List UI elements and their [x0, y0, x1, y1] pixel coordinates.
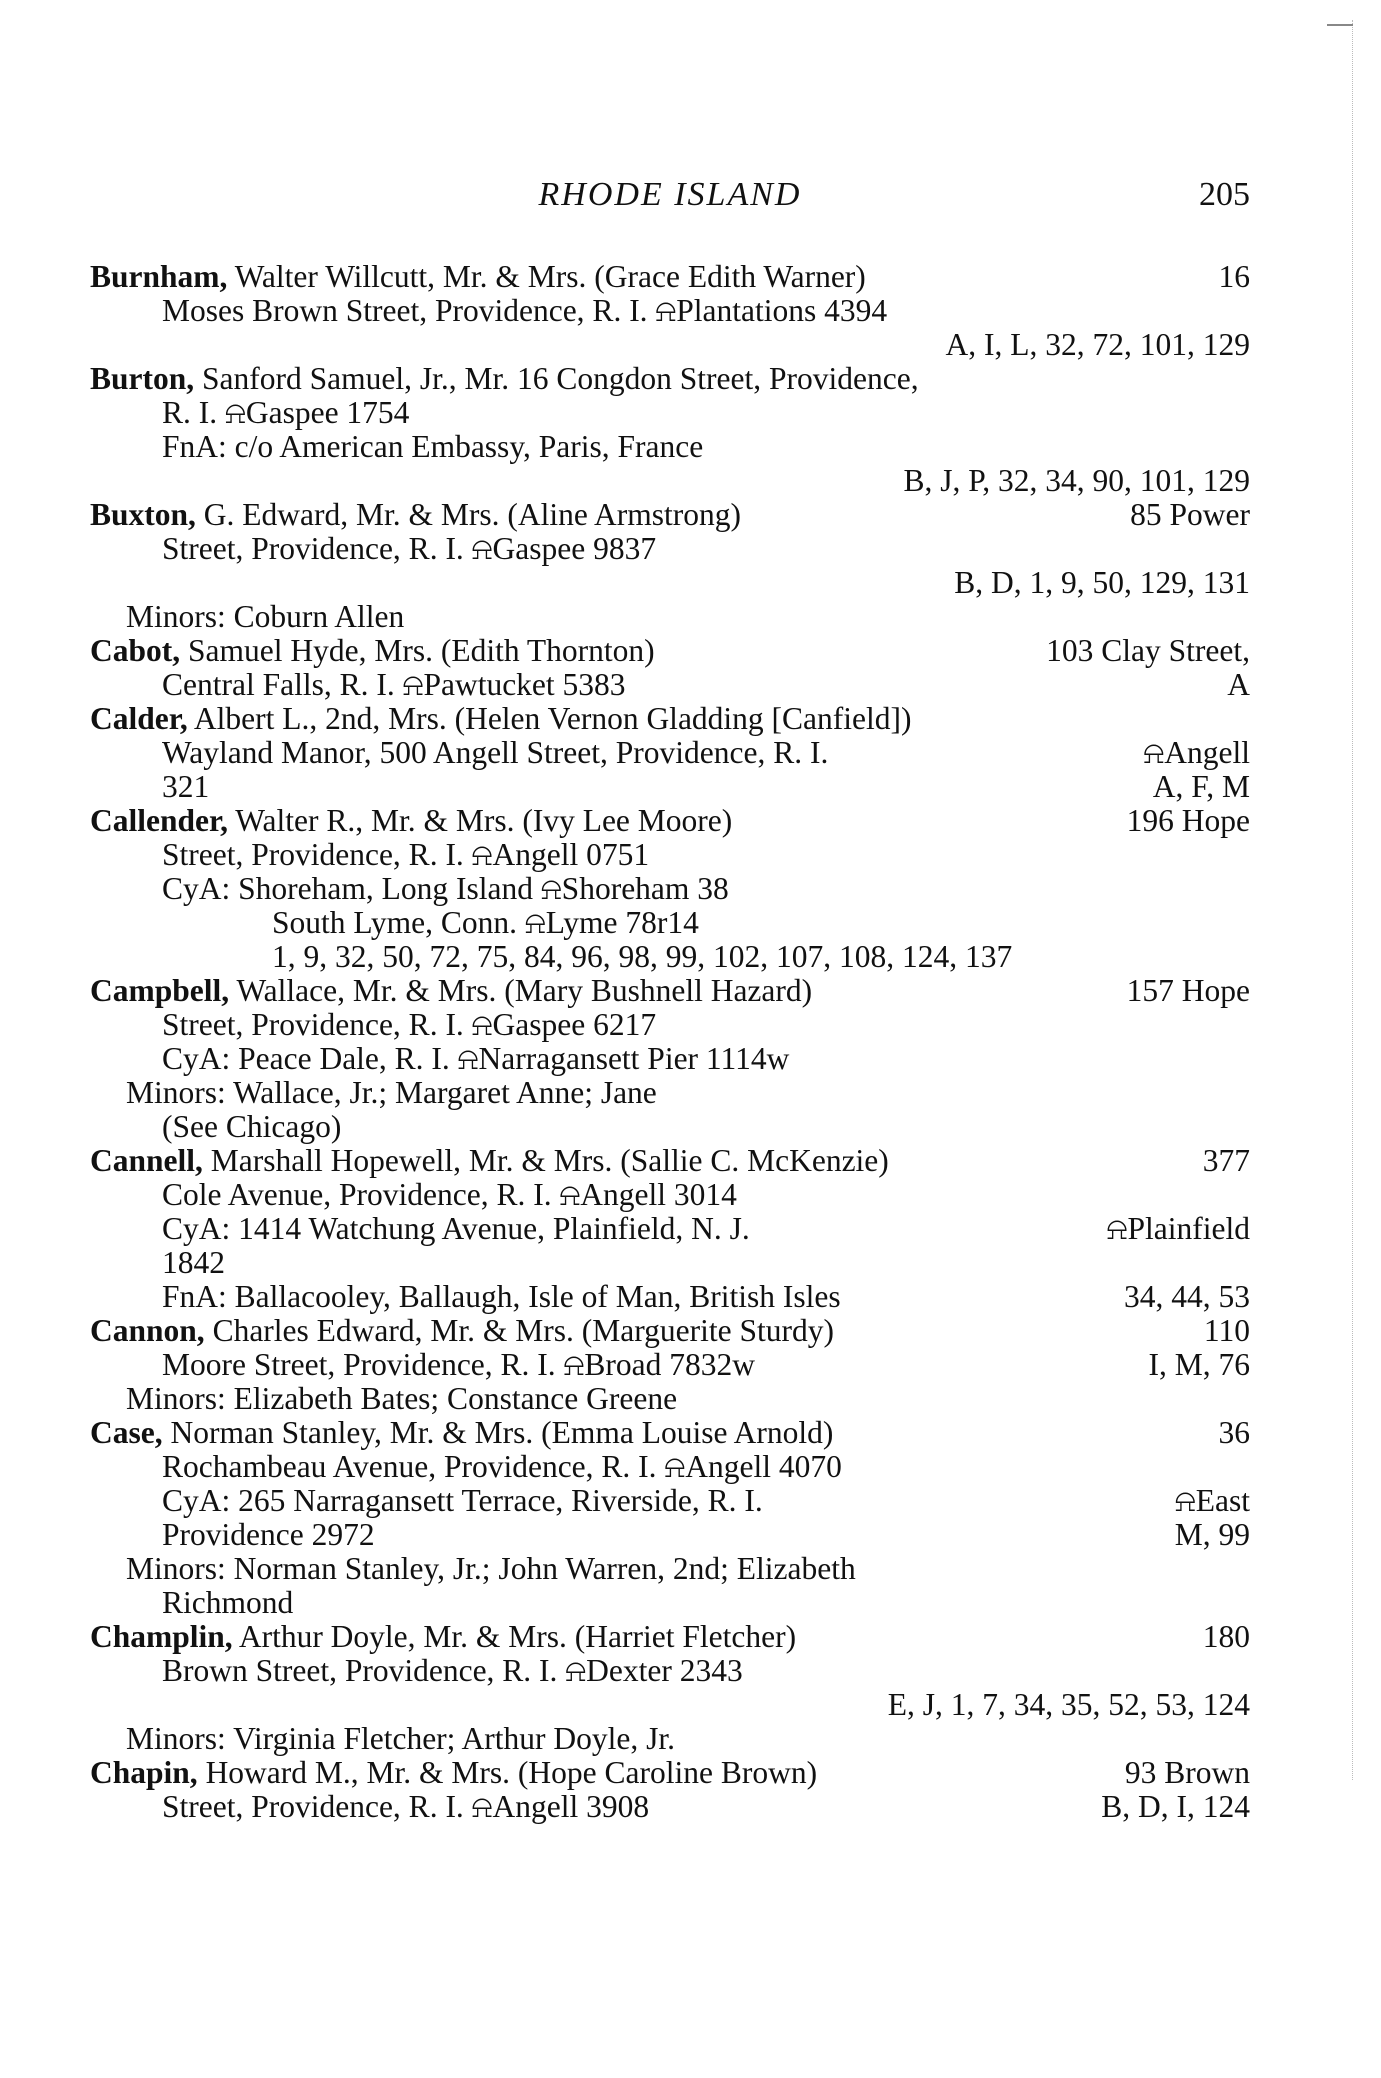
entry-heading-line — [90, 702, 1250, 736]
entry-line — [90, 1212, 1250, 1246]
entry-minors-continued: (See Chicago) — [162, 1109, 342, 1144]
entry-surname: Chapin, — [90, 1755, 198, 1790]
entry-minors-continued: Richmond — [162, 1585, 294, 1620]
entry-text: FnA: Ballacooley, Ballaugh, Isle of Man, British Isles — [162, 1279, 841, 1314]
entry-text: FnA: c/o American Embassy, Paris, France — [162, 429, 704, 464]
entry-heading-line — [90, 634, 1250, 668]
entry-minors: Minors: Wallace, Jr.; Margaret Anne; Jane — [126, 1075, 657, 1110]
entry-text: Walter R., Mr. & Mrs. (Ivy Lee Moore) — [227, 803, 733, 838]
entry-heading-line — [90, 362, 1250, 396]
entry-text: CyA: Peace Dale, R. I. ⍾Narragansett Pier 1114w — [162, 1041, 790, 1076]
directory-entry — [90, 804, 1250, 974]
entry-right-text: A — [1227, 667, 1250, 702]
entry-right-text: 93 Brown — [1124, 1755, 1250, 1790]
entry-right-text: 16 — [1218, 259, 1250, 294]
entry-heading-line — [90, 974, 1250, 1008]
directory-entry — [90, 260, 1250, 362]
page-number: 205 — [1199, 176, 1250, 213]
entry-text: 321 — [162, 769, 210, 804]
entry-text: 1842 — [162, 1245, 225, 1280]
directory-entry — [90, 498, 1250, 634]
directory-entries — [90, 260, 1250, 1824]
entry-text: Street, Providence, R. I. ⍾Angell 0751 — [162, 837, 650, 872]
entry-right-text: 377 — [1202, 1143, 1250, 1178]
entry-heading-line — [90, 498, 1250, 532]
entry-right-text: 196 Hope — [1126, 803, 1250, 838]
entry-text: Howard M., Mr. & Mrs. (Hope Caroline Brown) — [197, 1755, 818, 1790]
entry-surname: Cabot, — [90, 633, 181, 668]
entry-surname: Champlin, — [90, 1619, 233, 1654]
entry-text: G. Edward, Mr. & Mrs. (Aline Armstrong) — [195, 497, 741, 532]
entry-line — [90, 1790, 1250, 1824]
entry-heading-line — [90, 1314, 1250, 1348]
entry-right-text: M, 99 — [1174, 1517, 1250, 1552]
entry-text: Wayland Manor, 500 Angell Street, Providence, R. I. — [162, 735, 829, 770]
entry-line — [90, 736, 1250, 770]
entry-minors: Minors: Coburn Allen — [126, 599, 405, 634]
entry-text: Street, Providence, R. I. ⍾Angell 3908 — [162, 1789, 650, 1824]
entry-text: Providence 2972 — [162, 1517, 375, 1552]
entry-text: Central Falls, R. I. ⍾Pawtucket 5383 — [162, 667, 626, 702]
entry-text: Arthur Doyle, Mr. & Mrs. (Harriet Fletcher) — [232, 1619, 797, 1654]
entry-right-text: B, D, 1, 9, 50, 129, 131 — [954, 565, 1250, 600]
entry-line — [90, 294, 1250, 328]
entry-surname: Burton, — [90, 361, 195, 396]
entry-line — [90, 464, 1250, 498]
directory-entry — [90, 1144, 1250, 1314]
entry-line — [90, 1008, 1250, 1042]
entry-heading-line — [90, 260, 1250, 294]
entry-heading-line — [90, 1756, 1250, 1790]
entry-line — [90, 1688, 1250, 1722]
entry-line — [90, 1654, 1250, 1688]
entry-surname: Cannell, — [90, 1143, 203, 1178]
entry-line — [90, 566, 1250, 600]
entry-surname: Cannon, — [90, 1313, 205, 1348]
entry-minors: Minors: Virginia Fletcher; Arthur Doyle, Jr. — [126, 1721, 676, 1756]
directory-entry — [90, 362, 1250, 498]
entry-text: Charles Edward, Mr. & Mrs. (Marguerite Sturdy) — [204, 1313, 834, 1348]
entry-text: Street, Providence, R. I. ⍾Gaspee 6217 — [162, 1007, 657, 1042]
directory-entry — [90, 974, 1250, 1144]
entry-line — [90, 1484, 1250, 1518]
entry-surname: Campbell, — [90, 973, 230, 1008]
entry-text: Street, Providence, R. I. ⍾Gaspee 9837 — [162, 531, 657, 566]
entry-heading-line — [90, 1416, 1250, 1450]
directory-entry — [90, 634, 1250, 702]
entry-text: Rochambeau Avenue, Providence, R. I. ⍾Angell 4070 — [162, 1449, 842, 1484]
entry-text: R. I. ⍾Gaspee 1754 — [162, 395, 410, 430]
entry-surname: Case, — [90, 1415, 163, 1450]
entry-right-text: E, J, 1, 7, 34, 35, 52, 53, 124 — [887, 1687, 1250, 1722]
entry-text: Norman Stanley, Mr. & Mrs. (Emma Louise Arnold) — [162, 1415, 834, 1450]
entry-right-text: 157 Hope — [1126, 973, 1250, 1008]
entry-line — [90, 328, 1250, 362]
entry-line — [90, 1518, 1250, 1552]
page-edge-tick — [1327, 24, 1353, 26]
entry-heading-line — [90, 1620, 1250, 1654]
entry-heading-line — [90, 804, 1250, 838]
entry-surname: Callender, — [90, 803, 228, 838]
entry-text: Moore Street, Providence, R. I. ⍾Broad 7832w — [162, 1347, 755, 1382]
entry-text: South Lyme, Conn. ⍾Lyme 78r14 — [272, 905, 699, 940]
entry-right-text: 36 — [1218, 1415, 1250, 1450]
entry-line — [90, 770, 1250, 804]
entry-right-text: ⍾Angell — [1143, 735, 1250, 770]
page-edge-marks — [1334, 20, 1353, 1780]
entry-surname: Calder, — [90, 701, 188, 736]
entry-text: Marshall Hopewell, Mr. & Mrs. (Sallie C. McKenzie) — [202, 1143, 889, 1178]
entry-minors: Minors: Elizabeth Bates; Constance Greene — [126, 1381, 678, 1416]
entry-text: 1, 9, 32, 50, 72, 75, 84, 96, 98, 99, 102, 107, 108, 124, 137 — [272, 939, 1013, 974]
entry-text: Brown Street, Providence, R. I. ⍾Dexter 2343 — [162, 1653, 743, 1688]
entry-line — [90, 532, 1250, 566]
directory-entry — [90, 702, 1250, 804]
entry-line — [90, 872, 1250, 906]
directory-entry — [90, 1756, 1250, 1824]
entry-text: Samuel Hyde, Mrs. (Edith Thornton) — [180, 633, 655, 668]
entry-line — [90, 1348, 1250, 1382]
entry-right-text: I, M, 76 — [1148, 1347, 1250, 1382]
entry-text: Albert L., 2nd, Mrs. (Helen Vernon Gladding [Canfield]) — [187, 701, 912, 736]
entry-text: CyA: 265 Narragansett Terrace, Riverside, R. I. — [162, 1483, 763, 1518]
entry-text: Moses Brown Street, Providence, R. I. ⍾Plantations 4394 — [162, 293, 888, 328]
entry-right-text: ⍾Plainfield — [1106, 1211, 1250, 1246]
entry-surname: Burnham, — [90, 259, 228, 294]
entry-text: Wallace, Mr. & Mrs. (Mary Bushnell Hazard) — [229, 973, 813, 1008]
running-head: RHODE ISLAND — [538, 176, 802, 213]
entry-line — [90, 1280, 1250, 1314]
entry-right-text: A, I, L, 32, 72, 101, 129 — [945, 327, 1250, 362]
entry-right-text: 110 — [1203, 1313, 1250, 1348]
entry-right-text: 103 Clay Street, — [1046, 633, 1250, 668]
page-header — [90, 170, 1250, 220]
entry-heading-line — [90, 1144, 1250, 1178]
entry-surname: Buxton, — [90, 497, 196, 532]
entry-line — [90, 1246, 1250, 1280]
entry-right-text: 85 Power — [1130, 497, 1250, 532]
entry-line — [90, 940, 1250, 974]
entry-line — [90, 906, 1250, 940]
entry-right-text: B, J, P, 32, 34, 90, 101, 129 — [903, 463, 1250, 498]
entry-text: Sanford Samuel, Jr., Mr. 16 Congdon Street, Providence, — [194, 361, 919, 396]
directory-entry — [90, 1620, 1250, 1756]
entry-minors: Minors: Norman Stanley, Jr.; John Warren, 2nd; Elizabeth — [126, 1551, 856, 1586]
entry-line — [90, 1042, 1250, 1076]
entry-text: Walter Willcutt, Mr. & Mrs. (Grace Edith Warner) — [227, 259, 866, 294]
directory-entry — [90, 1416, 1250, 1620]
entry-text: CyA: Shoreham, Long Island ⍾Shoreham 38 — [162, 871, 729, 906]
entry-text: Cole Avenue, Providence, R. I. ⍾Angell 3014 — [162, 1177, 737, 1212]
entry-right-text: 34, 44, 53 — [1124, 1279, 1250, 1314]
entry-right-text: A, F, M — [1152, 769, 1250, 804]
entry-line — [90, 838, 1250, 872]
directory-entry — [90, 1314, 1250, 1416]
entry-line — [90, 668, 1250, 702]
entry-line — [90, 430, 1250, 464]
entry-line — [90, 1450, 1250, 1484]
entry-right-text: ⍾East — [1174, 1483, 1250, 1518]
entry-line — [90, 1178, 1250, 1212]
entry-right-text: B, D, I, 124 — [1101, 1789, 1250, 1824]
entry-line — [90, 396, 1250, 430]
entry-text: CyA: 1414 Watchung Avenue, Plainfield, N. J. — [162, 1211, 750, 1246]
entry-right-text: 180 — [1202, 1619, 1250, 1654]
